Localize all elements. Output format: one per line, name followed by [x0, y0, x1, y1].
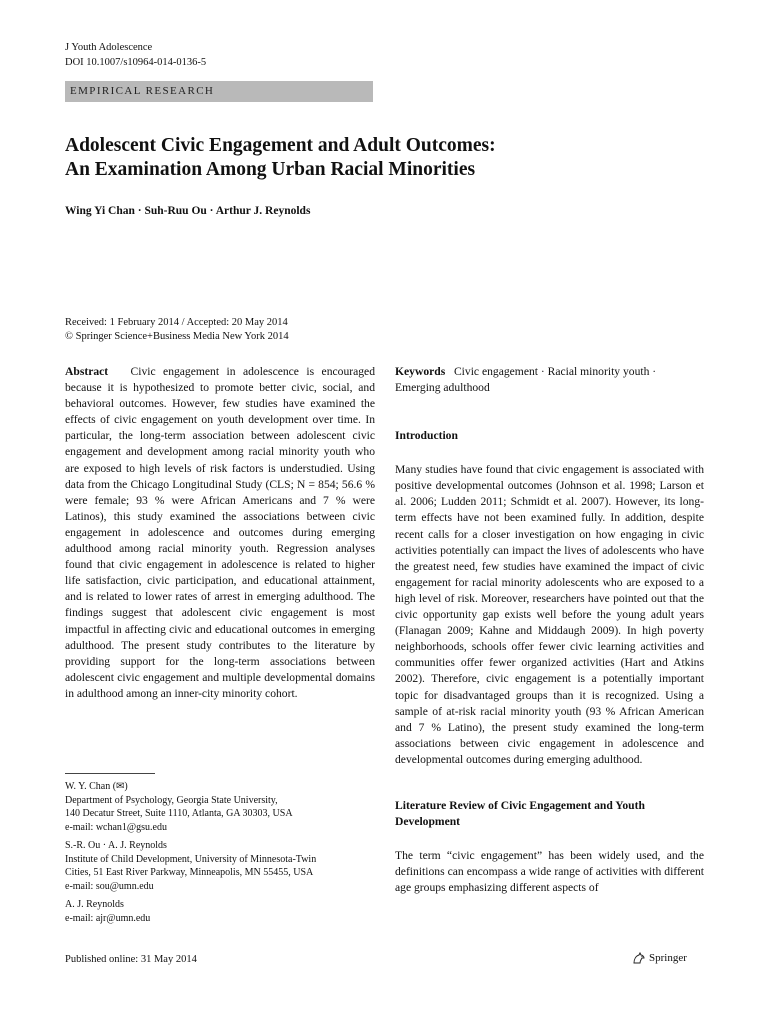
affiliation-line: Department of Psychology, Georgia State University,	[65, 794, 278, 806]
journal-header	[65, 40, 206, 70]
section-banner: EMPIRICAL RESEARCH	[65, 81, 373, 102]
title-line-2: An Examination Among Urban Racial Minorities	[65, 159, 476, 180]
abstract-label: Abstract	[65, 365, 109, 378]
affiliation-email[interactable]: e-mail: sou@umn.edu	[65, 880, 154, 892]
publisher-name: Springer	[649, 952, 687, 964]
introduction-heading: Introduction	[395, 429, 458, 443]
right-column	[395, 364, 704, 896]
footnote-divider	[65, 773, 155, 774]
published-online: Published online: 31 May 2014	[65, 954, 197, 965]
abstract-block	[65, 364, 375, 702]
affiliation-name: S.-R. Ou · A. J. Reynolds	[65, 840, 167, 851]
affiliation-line: Institute of Child Development, University of Minnesota-Twin	[65, 853, 317, 865]
affiliation-email[interactable]: e-mail: ajr@umn.edu	[65, 912, 151, 924]
doi[interactable]: DOI 10.1007/s10964-014-0136-5	[65, 57, 207, 68]
author-list[interactable]: Wing Yi Chan · Suh-Ruu Ou · Arthur J. Reynolds	[65, 205, 311, 217]
keywords-label: Keywords	[395, 365, 446, 378]
affiliation-name: W. Y. Chan (✉)	[65, 781, 128, 792]
affiliation-chan	[65, 780, 375, 834]
copyright: © Springer Science+Business Media New York 2014	[65, 331, 289, 342]
affiliation-line: Cities, 51 East River Parkway, Minneapolis, MN 55455, USA	[65, 867, 314, 879]
keywords-text: Civic engagement · Racial minority youth · Emerging adulthood	[395, 365, 657, 395]
literature-text: The term “civic engagement” has been widely used, and the definitions can encompass a wide range of activities with different age groups emphasizing different aspects of	[395, 848, 704, 895]
title-line-1: Adolescent Civic Engagement and Adult Outcomes:	[65, 135, 496, 156]
received-date: Received: 1 February 2014 / Accepted: 20 May 2014	[65, 317, 288, 328]
publisher-logo	[632, 951, 687, 965]
affiliation-name: A. J. Reynolds	[65, 899, 124, 910]
affiliation-email[interactable]: e-mail: wchan1@gsu.edu	[65, 821, 167, 833]
springer-horse-icon	[632, 951, 646, 965]
affiliation-reynolds	[65, 898, 375, 925]
article-title	[65, 134, 705, 182]
introduction-text: Many studies have found that civic engagement is associated with positive developmental outcomes (Johnson et al. 1998; Larson et al. 2006; Ludden 2011; Schmidt et al. 2007). However, its long-term effects have not been examined fully. In addition, despite recent calls for a closer investigation on how engaging in civic activities potentially can impact the lives of adolescents who have the greatest need, few studies have examined the impact of civic engagement for racial minority adolescents who are exposed to a high level of risk. Moreover, researchers have pointed out that the civic opportunity gap exists well before the young adult years (Flanagan 2009; Kahne and Middaugh 2009). In high poverty neighborhoods, schools offer fewer civic learning activities and communities offer fewer organized activities (Hart and Atkins 2002). Therefore, civic engagement is a potentially important topic for disadvantaged groups than it is recognized. Using a sample of at-risk racial minority youth (93 % African American and 7 % Latino), the present study examined the long-term associations between civic engagement in adolescence and developmental outcomes during emerging adulthood.	[395, 463, 704, 766]
publication-dates	[65, 316, 289, 344]
literature-heading: Literature Review of Civic Engagement and Youth Development	[395, 798, 645, 828]
journal-name: J Youth Adolescence	[65, 42, 153, 53]
affiliation-line: 140 Decatur Street, Suite 1110, Atlanta, GA 30303, USA	[65, 808, 293, 820]
affiliation-ou-reynolds	[65, 839, 375, 893]
abstract-text: Civic engagement in adolescence is encouraged because it is hypothesized to promote better civic, social, and behavioral outcomes. However, few studies have examined the effects of civic engagement on youth development over time. In particular, the long-term association between adolescent civic engagement and development among racial minority youth who are exposed to high levels of risk factors is understudied. Using data from the Chicago Longitudinal Study (CLS; N = 854; 56.6 % were female; 93 % were African Americans and 7 % were Latinos), this study examined the associations between civic engagement in adolescence and outcomes during emerging adulthood among racial minority youth. Regression analyses found that civic engagement in adolescence is related to higher life satisfaction, civic participation, and educational attainment, and is related to lower rates of arrest in emerging adulthood. The findings suggest that adolescent civic engagement is most impactful in affecting civic and educational outcomes in emerging adulthood. The present study contributes to the literature by providing support for the long-term associations between adolescent civic engagement and multiple developmental domains in adulthood among an inner-city minority cohort.	[65, 365, 375, 700]
